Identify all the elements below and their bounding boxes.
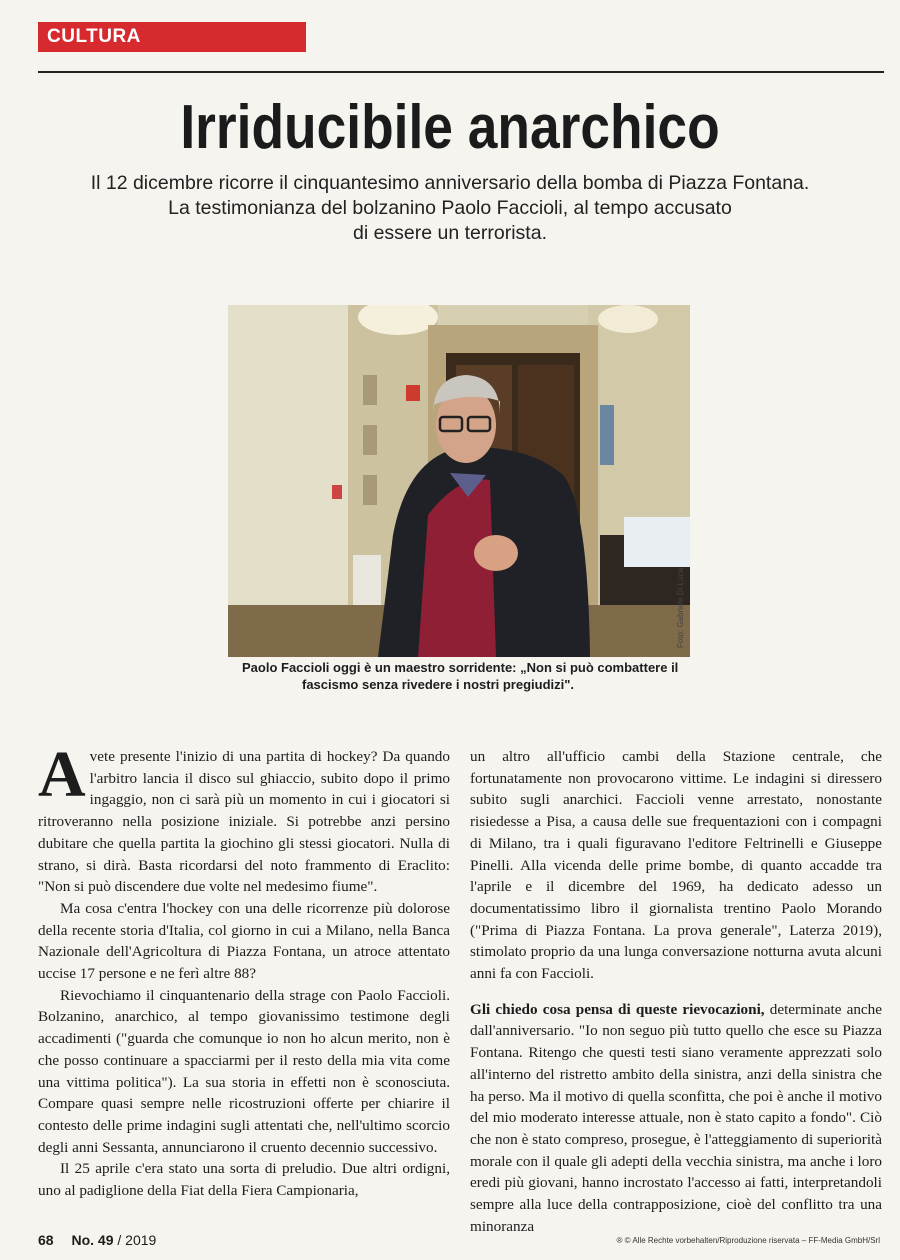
caption-line: fascismo senza rivedere i nostri pregiudizi". (302, 677, 575, 692)
article-column-left (38, 738, 450, 1202)
photo-caption (242, 659, 692, 693)
caption-line: Paolo Faccioli oggi è un maestro sorridente: „Non si può combattere il (242, 660, 679, 675)
article-paragraph: Ma cosa c'entra l'hockey con una delle ricorrenze più dolorose della recente storia d'Italia, col giorno in cui a Milano, nella Banca Nazionale dell'Agricoltura di Piazza Fontana, un atroce attentato uccise 17 persone e ne ferì altre 88? (38, 899, 450, 983)
issue-number: No. 49 (71, 1232, 114, 1248)
article-paragraph: un altro all'ufficio cambi della Stazione centrale, che fortunatamente non provocarono vittime. Le indagini si diressero subito sugli anarchici. Faccioli venne arrestato, nonostante risiedesse a Pisa, a causa delle sue frequentazioni con i compagni di Milano, tra i quali figuravano l'editore Feltrinelli e Giuseppe Pinelli. Alla vicenda delle prime bombe, di quanto accadde tra l'aprile e il dicembre del 1969, ha dedicato adesso un documentatissimo libro il giornalista trentino Paolo Morando ("Prima di Piazza Fontana. La prova generale", Laterza 2019), stimolato proprio da una lunga conversazione notturna avuta alcuni anni fa con Faccioli. (470, 748, 882, 983)
page-number: 68 (38, 1232, 54, 1248)
standfirst-line: Il 12 dicembre ricorre il cinquantesimo anniversario della bomba di Piazza Fontana. (90, 172, 810, 194)
article-paragraph: Avete presente l'inizio di una partita di hockey? Da quando l'arbitro lancia il disco sul ghiaccio, subito dopo il primo ingaggio, non ci sarà più un momento in cui i giocatori si ritroveranno nella posizione iniziale. Si potrebbe anzi persino dubitare che quella partita la giochino gli stessi giocatori. Nulla di strano, si dirà. Basta ricordarsi del noto frammento di Eraclito: "Non si può discendere due volte nel medesimo fiume". (38, 738, 450, 896)
page-footer (38, 1232, 156, 1248)
copyright-notice: ® © Alle Rechte vorbehalten/Riproduzione riservata – FF-Media GmbH/Srl (616, 1236, 880, 1245)
header-rule (38, 71, 884, 73)
standfirst (60, 171, 840, 246)
drop-cap: A (38, 738, 86, 811)
standfirst-line: di essere un terrorista. (352, 222, 547, 244)
standfirst-line: La testimonianza del bolzanino Paolo Faccioli, al tempo accusato (168, 197, 732, 219)
article-paragraph: Gli chiedo cosa pensa di queste rievocazioni, determinate anche dall'anniversario. "Io non seguo più tutto quello che esce su Piazza Fontana. Ritengo che questi testi siano veramente apprezzati solo all'interno del ristretto ambito della sinistra, anzi della sinistra che ha perso. Ma il motivo di quella sconfitta, che poi è anche il motivo del mio moderato interesse attuale, non è stato capito a fondo". Ciò che non è stato compreso, prosegue, è l'atteggiamento di superiorità morale con il quale gli adepti della vecchia sinistra, ma anche i loro eredi più giovani, hanno incrostato l'accesso ai fatti, interpretandoli sempre alla luce della contrapposizione, cioè del conflitto tra una minoranza (470, 1000, 882, 1235)
portrait-photo (228, 305, 690, 657)
lead-in-bold: Gli chiedo cosa pensa di queste rievocazioni, (470, 1000, 765, 1018)
article-paragraph: Il 25 aprile c'era stato una sorta di preludio. Due altri ordigni, uno al padiglione della Fiat della Fiera Campionaria, (38, 1160, 450, 1200)
headline: Irriducibile anarchico (180, 93, 720, 162)
article-paragraph: Rievochiamo il cinquantenario della strage con Paolo Faccioli. Bolzanino, anarchico, al tempo giovanissimo testimone degli accadimenti ("guarda che comunque io non ho alcun merito, non è che posso continuare a spacciarmi per il resto della mia vita come una vittima politica"). La sua storia in effetti non è sconosciuta. Compare quasi sempre nelle ricostruzioni offerte per chiarire il contesto delle prime indagini sugli attentati che, nell'ultimo scorcio degli anni Sessanta, annunciarono il cruento decennio successivo. (38, 986, 450, 1156)
photo-credit: Foto: Gabriele Di Luca (676, 567, 685, 648)
section-tag: CULTURA (38, 22, 306, 52)
article-column-right (470, 746, 882, 1237)
issue-year: / 2019 (117, 1232, 157, 1248)
